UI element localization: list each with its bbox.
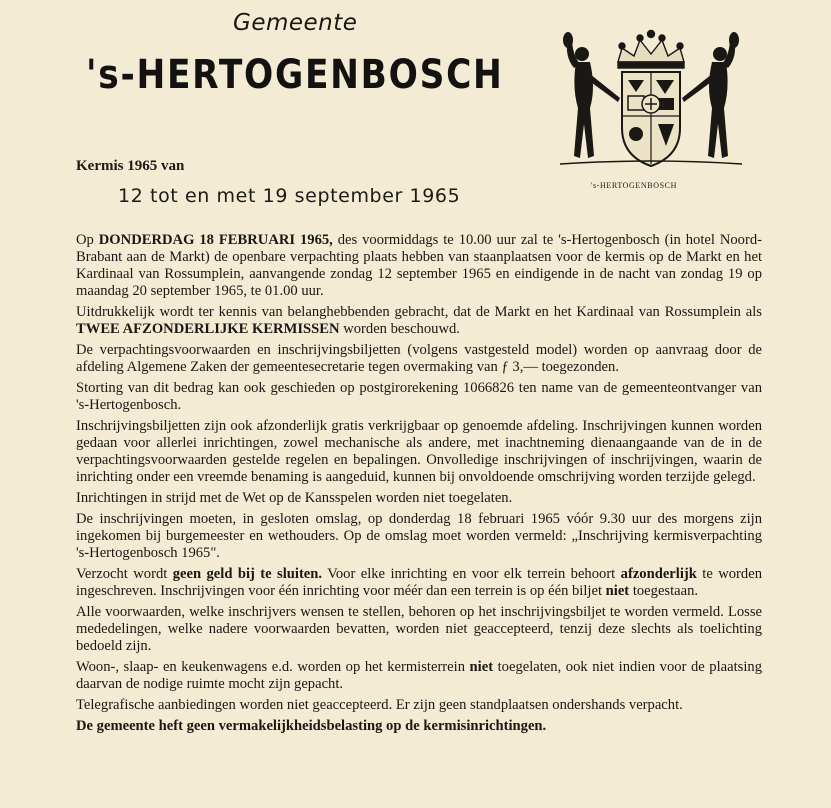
auction-date-emphasis: DONDERDAG 18 FEBRUARI 1965, — [98, 232, 333, 248]
coat-of-arms-icon — [556, 28, 746, 172]
paragraph-auction — [76, 232, 762, 300]
gemeente-heading: Gemeente — [233, 10, 358, 36]
paragraph-deadline: De inschrijvingen moeten, in gesloten omslag, op donderdag 18 februari 1965 vóór 9.30 uur des morgens zijn ingekomen bij burgemeester en wethouders. Op de omslag moet worden vermeld: „Inschrijving kermisverpachting 's-Hertogenbosch 1965". — [76, 511, 762, 561]
no-money-emphasis: geen geld bij te sluiten. — [172, 566, 323, 582]
text-run: Voor elke inrichting en voor elk terrein behoort — [322, 566, 621, 582]
not-emphasis: niet — [605, 583, 630, 599]
kermis-subtitle: Kermis 1965 van — [76, 158, 185, 174]
text-run: te worden ingeschreven. Inschrijvingen voor één inrichting voor méér dan een terrein is op één biljet — [76, 566, 762, 599]
paragraph-caravans — [76, 659, 762, 693]
paragraph-payment: Storting van dit bedrag kan ook geschieden op postgirorekening 1066826 ten name van de gemeenteontvanger van 's-Hertogenbosch. — [76, 380, 762, 413]
paragraph-two-fairs — [76, 304, 762, 338]
kermis-dates: 12 tot en met 19 september 1965 — [118, 185, 461, 207]
paragraph-gambling: Inrichtingen in strijd met de Wet op de Kansspelen worden niet toegelaten. — [76, 490, 513, 506]
city-title: 's-HERTOGENBOSCH — [86, 52, 504, 98]
paragraph-no-money — [76, 566, 762, 600]
text-run: Woon-, slaap- en keukenwagens e.d. worden op het kermisterrein — [76, 659, 470, 675]
text-run: worden beschouwd. — [339, 321, 460, 337]
text-run: toegelaten, ook niet indien voor de plaatsing daarvan de nodige ruimte mocht zijn gepacht. — [76, 659, 762, 692]
text-run: Verzocht wordt — [76, 566, 173, 582]
text-run: Op — [76, 232, 99, 248]
tax-notice: De gemeente heft geen vermakelijkheidsbelasting op de kermisinrichtingen. — [76, 718, 547, 734]
text-run: Uitdrukkelijk wordt ter kennis van belanghebbenden gebracht, dat de Markt en het Kardinaal van Rossumplein als — [76, 304, 762, 320]
paragraph-conditions: De verpachtingsvoorwaarden en inschrijvingsbiljetten (volgens vastgesteld model) worden op aanvraag door de afdeling Algemene Zaken der gemeentesecretarie tegen overmaking van ƒ 3,— toegezonden. — [76, 342, 762, 375]
paragraph-telegrams: Telegrafische aanbiedingen worden niet geaccepteerd. Er zijn geen standplaatsen ondershands verpacht. — [76, 697, 683, 713]
text-run: des voormiddags te 10.00 uur zal te 's-Hertogenbosch (in hotel Noord-Brabant aan de Markt) de openbare verpachting plaats hebben van staanplaatsen voor de kermis op de Markt en het Kardinaal van Rossumplein, aanvangende zondag 12 september 1965 en eindigende in de nacht van zondag 19 op maandag 20 september 1965, te 01.00 uur. — [76, 232, 762, 299]
paragraph-stipulations: Alle voorwaarden, welke inschrijvers wensen te stellen, behoren op het inschrijvingsbiljet te worden vermeld. Losse mededelingen, welke nadere voorwaarden bevatten, worden niet geaccepteerd, tenzij deze slechts als toelichting bedoeld zijn. — [76, 604, 762, 654]
two-fairs-emphasis: TWEE AFZONDERLIJKE KERMISSEN — [76, 321, 340, 337]
crest-caption: 's-HERTOGENBOSCH — [591, 181, 677, 190]
text-run: toegestaan. — [629, 583, 699, 599]
announcement-body — [76, 232, 762, 739]
paragraph-registration: Inschrijvingsbiljetten zijn ook afzonderlijk gratis verkrijgbaar op genoemde afdeling. Inschrijvingen kunnen worden gedaan voor allerlei inrichtingen, zowel mechanische als andere, met inachtneming dienaangaande van de in de verpachtingsvoorwaarden gestelde regelen en bepalingen. Onvolledige inschrijvingen of inschrijvingen, waarin de inrichting onder een vreemde benaming is aangeduid, kunnen bij onvoldoende omschrijving worden terzijde gelegd. — [76, 418, 762, 485]
separately-emphasis: afzonderlijk — [620, 566, 697, 582]
not-emphasis: niet — [469, 659, 494, 675]
paragraph-tax — [76, 718, 762, 735]
